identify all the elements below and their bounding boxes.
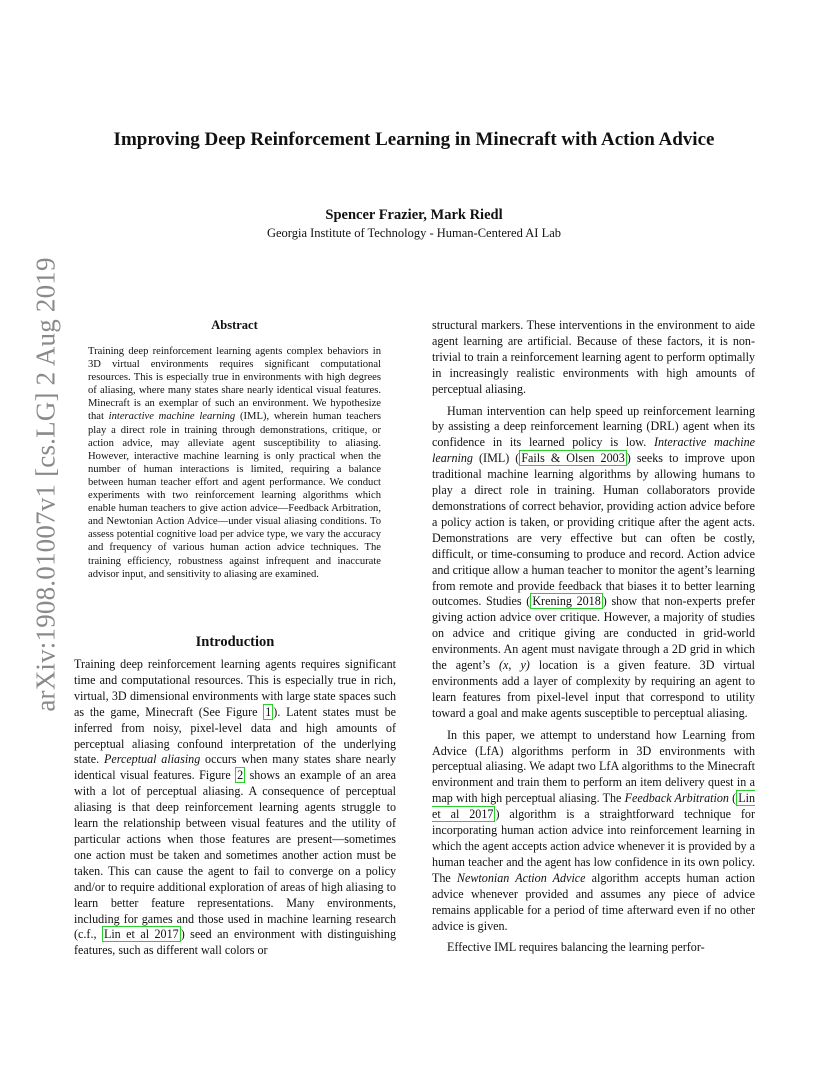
math-xy: (x, y) <box>499 658 530 673</box>
figure-2-link[interactable]: 2 <box>237 768 244 783</box>
citation-link-lin-2017[interactable]: Lin et al 2017 <box>432 791 756 822</box>
figure-1-link[interactable]: 1 <box>265 704 272 719</box>
citation-link-fails-olsen-2003[interactable]: Fails & Olsen 2003 <box>521 451 625 466</box>
introduction-body: Training deep reinforcement learning agents requires significant time and computational resources. This is especially true in rich, virtual, 3D dimensional environments with large state spaces such as the game, Minecraft (See Figure 1 ). Latent states must be inferred from noisy, pixel-level data and high amounts of perceptual aliasing confound interpretation of the underlying state. Perceptual aliasing occurs when many states share nearly identical visual features. Figure 2 shows an example of an area with a lot of perceptual aliasing. A consequence of perceptual aliasing is that deep reinforcement learning agents struggle to learn the relationship between visual features and the utility of particular actions when those features are present—sometimes one action must be taken and sometimes another action must be taken. This can cause the agent to fail to converge on a policy and/or to require additional exploration of areas of high aliasing to learn better feature representations. Many environments, including for games and those used in machine learning research (c.f., Lin et al 2017 ) seed an environment with distinguishing features, such as different wall colors or <box>74 657 396 958</box>
arxiv-sidebar <box>28 256 64 712</box>
citation-link-lin-2017[interactable]: Lin et al 2017 <box>103 927 179 942</box>
arxiv-id: arXiv:1908.01007v1 [cs.LG] 2 Aug 2019 <box>30 256 61 712</box>
paragraph: Human intervention can help speed up reinforcement learning by assisting a deep reinforcement learning (DRL) agent when its confidence in its learned policy is low. Interactive machine learning (IML) ( Fails & Olsen 2003 ) seeks to improve upon traditional machine learning algorithms by allowing humans to play a direct role in training. Human collaborators provide demonstrations of correct behavior, providing action advice before a policy action is taken, or providing critique after the agent acts. Demonstrations are very effective but can often be costly, difficult, or time-consuming to produce and record. Action advice and critique allow a human teacher to monitor the agent’s learning from remote and provide feedback that biases it to better learning outcomes. Studies ( Krening 2018 ) show that non-experts prefer giving action advice over critique. However, a majority of studies on advice and critique giving are conducted in grid-world environments. An agent must navigate through a 2D grid in which the agent’s (x, y) location is a given feature. 3D virtual environments add a layer of complexity by requiring an agent to learn features from pixel-level input that correspond to utility toward a goal and make agents susceptible to perceptual aliasing. <box>432 403 756 720</box>
introduction-heading: Introduction <box>195 634 275 650</box>
right-column <box>432 318 755 956</box>
abstract-heading: Abstract <box>211 318 258 332</box>
citation-link-krening-2018[interactable]: Krening 2018 <box>532 594 601 609</box>
paragraph: structural markers. These interventions in the environment to aide agent learning are artificial. Because of these factors, it is non-trivial to train a reinforcement learning agent to perform optimally in increasingly realistic environments with high amounts of perceptual aliasing. <box>432 318 755 396</box>
paragraph: Effective IML requires balancing the learning perfor- <box>447 940 705 955</box>
paragraph: In this paper, we attempt to understand how Learning from Advice (LfA) algorithms perform in 3D environments with perceptual aliasing. We adapt two LfA algorithms to the Minecraft environment and train them to perform an item delivery quest in a map with high perceptual aliasing. The Feedback Arbitration ( Lin et al 2017 ) algorithm is a straightforward technique for incorporating human action advice into reinforcement learning in which the agent accepts action advice whenever it is provided by a human teacher and the agent has low confidence in its own policy. The Newtonian Action Advice algorithm accepts human action advice whenever provided and assumes any piece of advice remains applicable for a period of time afterward even if no other advice is given. <box>432 727 756 933</box>
paper-authors: Spencer Frazier, Mark Riedl <box>325 207 503 223</box>
paper-title: Improving Deep Reinforcement Learning in Minecraft with Action Advice <box>113 129 715 150</box>
paper-affiliation: Georgia Institute of Technology - Human-Centered AI Lab <box>266 226 562 240</box>
abstract-body: Training deep reinforcement learning agents complex behaviors in 3D virtual environments requires significant computational resources. This is especially true in environments with high degrees of aliasing, where many states share nearly identical visual features. Minecraft is an exemplar of such an environment. We hypothesize that interactive machine learning (IML), wherein human teachers play a direct role in training through demonstrations, critique, or action advice, may alleviate agent susceptibility to aliasing. However, interactive machine learning is only practical when the number of human interactions is limited, requiring a balance between human teacher effort and agent performance. We conduct experiments with two reinforcement learning algorithms which enable human teachers to give action advice—Feedback Arbitration, and Newtonian Action Advice—under visual aliasing conditions. To assess potential cognitive load per advice type, we vary the accuracy and frequency of various human action advice techniques. The training efficiency, robustness against infrequent and inaccurate advisor input, and sensitivity to aliasing are examined. <box>88 346 381 580</box>
